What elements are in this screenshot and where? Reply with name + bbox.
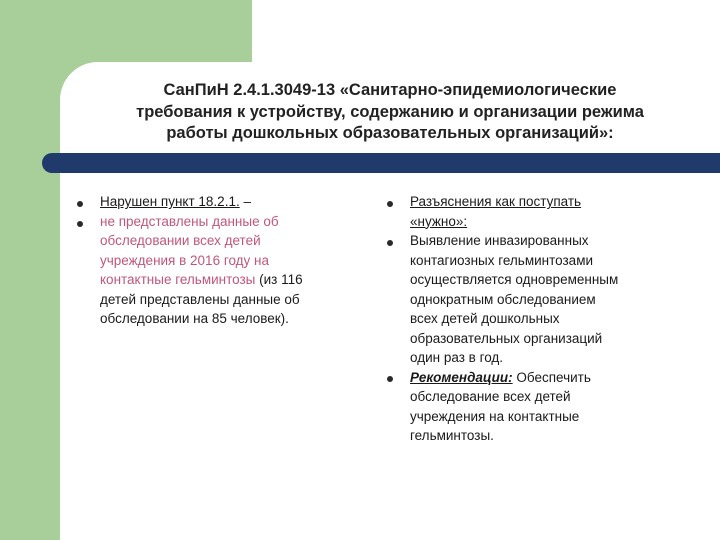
- violation-dash: –: [239, 194, 251, 209]
- explanation-line-2: контагиозных гельминтозами: [410, 252, 594, 268]
- recommendation-line-1: [410, 368, 618, 388]
- left-line-4-rest: (из 116: [255, 272, 303, 287]
- bullet-left-2: [77, 221, 83, 227]
- bullet-right-2: [387, 240, 393, 246]
- left-line-1: не представлены данные об: [100, 213, 279, 229]
- left-line-4-pink: контактные гельминтозы: [100, 272, 256, 287]
- recommendation-label: Рекомендации:: [410, 369, 513, 385]
- slide-title: [75, 80, 705, 145]
- recommendation-line-4: гельминтозы.: [410, 428, 494, 443]
- title-line-2: требования к устройству, содержанию и организации режима: [136, 102, 644, 121]
- title-line-3: работы дошкольных образовательных организаций»:: [166, 124, 614, 142]
- left-column-text: [100, 192, 303, 329]
- right-heading-line-2: «нужно»:: [410, 213, 468, 229]
- left-line-5: детей представлены данные об: [100, 291, 300, 307]
- left-line-2: обследовании всех детей: [100, 233, 261, 248]
- violation-label: Нарушен пункт 18.2.1.: [100, 194, 240, 209]
- bullet-left-1: [77, 201, 83, 207]
- explanation-line-3: осуществляется одновременным: [410, 272, 619, 287]
- recommendation-line-2: обследование всех детей: [410, 389, 571, 404]
- right-heading-line-1: Разъяснения как поступать: [410, 194, 582, 209]
- title-line-1: СанПиН 2.4.1.3049-13 «Санитарно-эпидемиологические: [163, 81, 617, 99]
- explanation-line-5: всех детей дошкольных: [410, 311, 560, 326]
- recommendation-line-3: учреждения на контактные: [410, 408, 580, 424]
- bullet-right-3: [387, 376, 393, 382]
- left-line-3: учреждения в 2016 году на: [100, 252, 270, 268]
- left-line-6: обследовании на 85 человек).: [100, 311, 289, 326]
- bullet-right-1: [387, 201, 393, 207]
- left-line-4: [100, 270, 303, 290]
- divider-bar: [42, 153, 720, 173]
- explanation-line-4: однократным обследованием: [410, 291, 596, 307]
- explanation-line-6: образовательных организаций: [410, 330, 603, 346]
- green-side-strip: [0, 0, 60, 540]
- explanation-line-7: один раз в год.: [410, 350, 504, 365]
- violation-line: [100, 192, 303, 212]
- explanation-line-1: Выявление инвазированных: [410, 233, 589, 248]
- right-column-text: [410, 192, 618, 446]
- recommendation-first: Обеспечить: [512, 369, 591, 385]
